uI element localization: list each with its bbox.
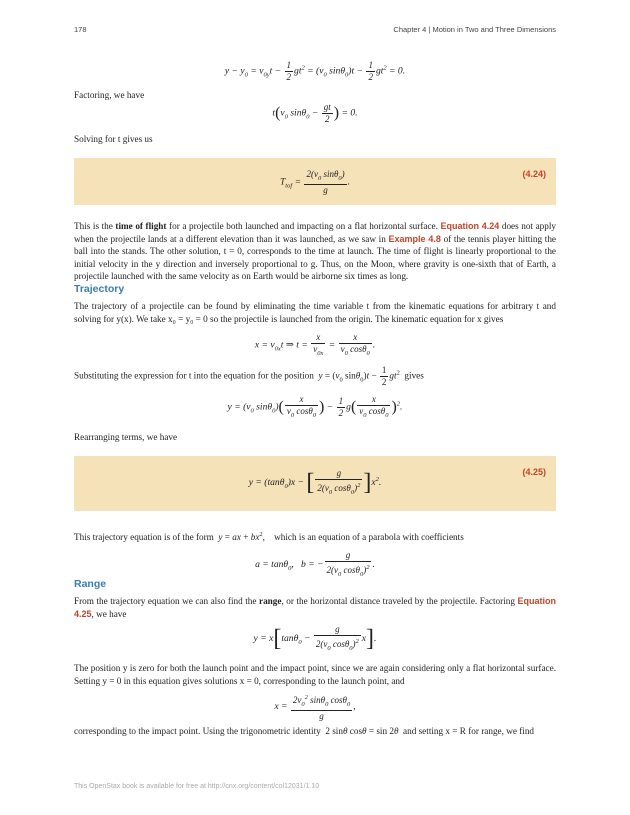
rearranging-label: Rearranging terms, we have: [74, 432, 178, 442]
equation-factored: $t(v_0$ sinθ$_0$ − $\frac{gt}{2}$ ) = 0.: [272, 102, 358, 124]
factoring-label: Factoring, we have: [74, 90, 145, 100]
equation-x-time: $x = v_{0x}t$ ⇒ t = $\frac{x}{v_{0x}}$ = $\frac{x}{v_0 \cos\theta_0}$ .: [254, 332, 376, 357]
term-range: range: [259, 596, 282, 606]
chapter-title: Chapter 4 | Motion in Two and Three Dimensions: [393, 25, 556, 34]
identity-paragraph: corresponding to the impact point. Using the trigonometric identity 2 sinθ cosθ = sin 2θ and setting x = R for range, we find: [74, 726, 535, 736]
time-of-flight-paragraph: This is the time of flight for a projectile both launched and impacting on a flat horizontal surface. Equation 4.24 does not apply when the projectile lands at a different elevation than it was launched, as we saw in Example 4.8 of the tennis player hitting the ball into the stands. The other solution, t = 0, corresponds to the time at launch. The time of flight is linearly proportional to the initial velocity in the y direction and inversely proportional to g. Thus, on the Moon, where gravity is one-sixth that of Earth, a projectile launched with the same velocity as on Earth would be airborne six times as long.: [74, 221, 556, 282]
trajectory-paragraph: The trajectory of a projectile can be found by eliminating the time variable t from the kinematic equations for arbitrary t and solving for y(x). We take x₀ = y₀ = 0 so the projectile is launched from the origin. The kinematic equation for x gives: [74, 301, 556, 324]
link-equation-4-25[interactable]: Equation 4.25: [74, 596, 556, 619]
link-example-4-8[interactable]: Example 4.8: [388, 233, 441, 244]
page-number: 178: [74, 25, 87, 34]
equation-number-4-25: (4.25): [522, 467, 546, 477]
equation-time-of-flight: $T_{tof}$ = $\frac{2(v_0 \sin\theta_0)}{g}$ .: [279, 169, 351, 195]
equation-substituted: $y = (v_0$ sinθ$_0$)( $\frac{x}{v_0 \cos\theta_0}$ ) − $\frac{1}{2}$ g( $\frac{x}{v_0 \cos\theta_0}$ )$^2$.: [227, 394, 403, 419]
heading-trajectory: Trajectory: [74, 283, 125, 295]
solving-label: Solving for t gives us: [74, 134, 153, 144]
equation-number-4-24: (4.24): [522, 169, 546, 179]
equation-vertical-position: $y - y_0 = v_{0y}t$ − $\frac{1}{2}$ $gt^2 = (v_0$ sinθ$_0$)t − $\frac{1}{2}$ $gt^2 = 0$.: [224, 60, 406, 82]
footer-note: This OpenStax book is available for free at http://cnx.org/content/col12031/1.10: [74, 783, 320, 790]
term-time-of-flight: time of flight: [115, 221, 167, 231]
substituting-line: Substituting the expression for t into the equation for the position $y = (v_0$ sinθ$_0$)t − $\frac{1}{2}$ $gt^2$ gives: [74, 365, 424, 387]
equation-box-4-25: [74, 456, 556, 511]
equation-x-impact: x = $\frac{2v_0^2 \sin\theta_0 \cos\theta_0}{g}$ ,: [274, 694, 356, 721]
range-paragraph: From the trajectory equation we can also find the range, or the horizontal distance traveled by the projectile. Factoring Equation 4.25, we have: [74, 596, 556, 619]
position-paragraph: The position y is zero for both the launch point and the impact point, since we are again considering only a flat horizontal surface. Setting y = 0 in this equation gives solutions x = 0, corresponding to the launch point, and: [74, 663, 556, 686]
equation-trajectory: y = (tanθ$_0$)x − [ $\frac{g}{2(v_0 \cos\theta_0)^2}$ ]$x^2$.: [248, 468, 382, 496]
equation-range-factored: y = x[tanθ$_0$ − $\frac{g}{2(v_0 \cos\theta_0)^2}$ x].: [253, 624, 377, 652]
equation-coefficients: a = tanθ$_0$, b = − $\frac{g}{2(v_0 \cos\theta_0)^2}$ .: [255, 550, 375, 578]
heading-range: Range: [74, 578, 107, 590]
link-equation-4-24[interactable]: Equation 4.24: [440, 221, 500, 231]
parabola-form-line: This trajectory equation is of the form y = ax + $bx^2$, which is an equation of a parabola with coefficients: [74, 531, 464, 543]
equation-box-4-24: [74, 158, 556, 205]
